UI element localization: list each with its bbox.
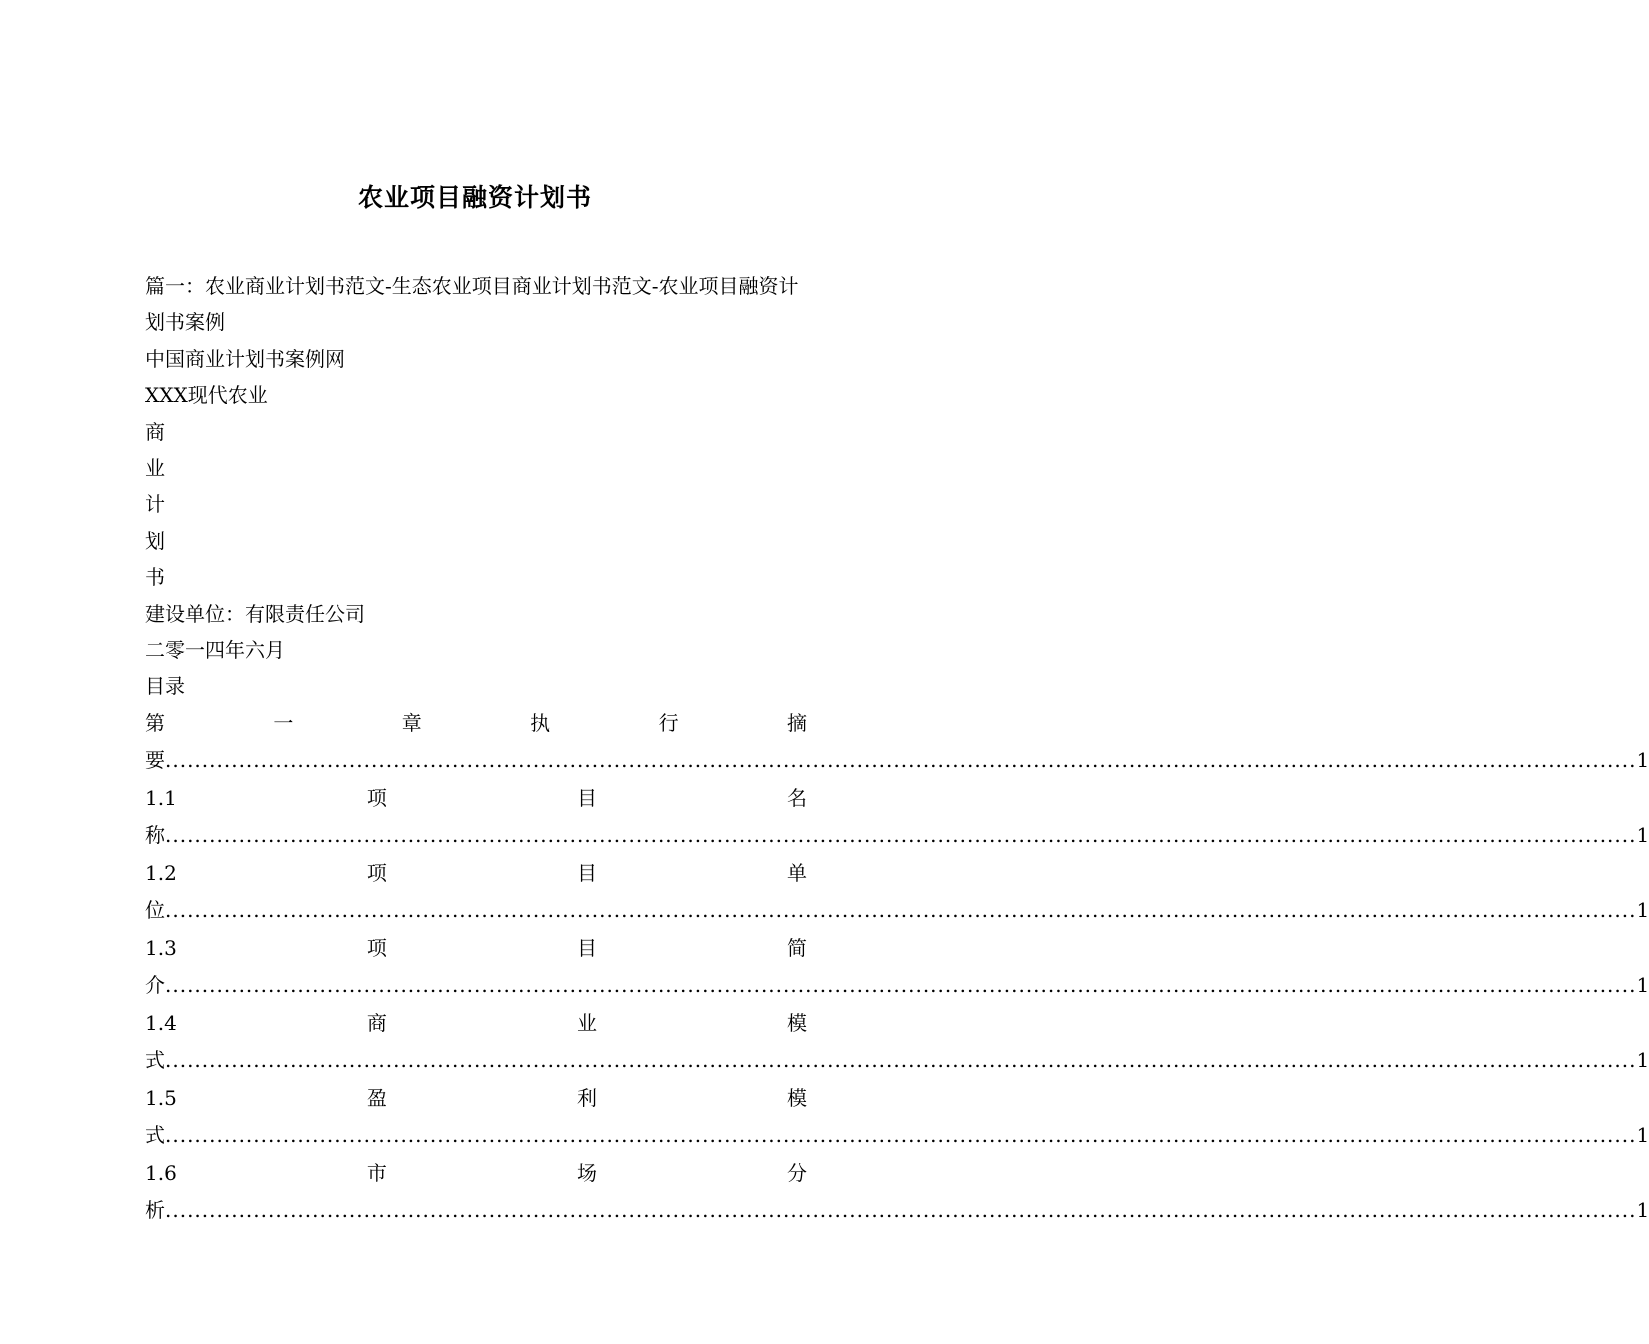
table-of-contents xyxy=(145,705,1649,1230)
toc-entry-tail: 式 xyxy=(145,1048,165,1073)
toc-entry-word: 目 xyxy=(576,785,597,810)
toc-entry-word: 章 xyxy=(401,710,422,735)
toc-entry-word: 目 xyxy=(576,935,597,960)
toc-entry-leader-line xyxy=(145,1192,1649,1230)
heading-line: 篇一：农业商业计划书范文-生态农业项目商业计划书范文-农业项目融资计划书案例 xyxy=(145,274,799,335)
toc-entry-word: 市 xyxy=(366,1160,387,1185)
toc-entry-word: 一 xyxy=(273,710,294,735)
toc-entry-word: 盈 xyxy=(366,1085,387,1110)
toc-entry-tail: 介 xyxy=(145,973,165,998)
toc-entry-word: 利 xyxy=(576,1085,597,1110)
toc-entry-word: 业 xyxy=(576,1010,597,1035)
toc-entry-tail: 称 xyxy=(145,823,165,848)
toc-dot-leader: ........................................................................................................................................................................................................ xyxy=(165,748,1637,773)
toc-entry-spread-line xyxy=(145,930,807,968)
toc-entry-leader-line xyxy=(145,1117,1649,1155)
toc-page-number: 1 xyxy=(1636,1048,1649,1073)
toc-entry-word: 摘 xyxy=(786,710,807,735)
vertical-char: 书 xyxy=(145,565,165,590)
document-body xyxy=(145,268,1649,1230)
toc-entry-word: 1.3 xyxy=(145,935,177,960)
toc-dot-leader: ........................................................................................................................................................................................................ xyxy=(165,1123,1637,1148)
source-line: 中国商业计划书案例网 xyxy=(145,346,345,371)
toc-entry-tail: 位 xyxy=(145,898,165,923)
toc-page-number: 1 xyxy=(1636,1123,1649,1148)
toc-entry-tail: 式 xyxy=(145,1123,165,1148)
company-name: XXX现代农业 xyxy=(145,383,268,408)
toc-entry-word: 1.4 xyxy=(145,1010,177,1035)
toc-entry-word: 项 xyxy=(366,860,387,885)
toc-page-number: 1 xyxy=(1636,973,1649,998)
toc-entry-word: 执 xyxy=(530,710,551,735)
toc-entry-leader-line xyxy=(145,817,1649,855)
toc-entry-word: 目 xyxy=(576,860,597,885)
toc-title: 目录 xyxy=(145,674,185,699)
toc-entry-spread-line xyxy=(145,780,807,818)
builder-line: 建设单位：有限责任公司 xyxy=(145,601,365,626)
toc-entry-word: 行 xyxy=(658,710,679,735)
vertical-char: 计 xyxy=(145,492,165,517)
toc-dot-leader: ........................................................................................................................................................................................................ xyxy=(165,1048,1637,1073)
toc-entry-tail: 要 xyxy=(145,748,165,773)
toc-entry-tail: 析 xyxy=(145,1198,165,1223)
toc-entry-leader-line xyxy=(145,892,1649,930)
toc-entry-word: 1.6 xyxy=(145,1160,177,1185)
toc-entry-spread-line xyxy=(145,1005,807,1043)
toc-entry-word: 第 xyxy=(145,710,165,735)
toc-entry-word: 名 xyxy=(787,785,807,810)
toc-entry-word: 简 xyxy=(787,935,807,960)
toc-entry-word: 商 xyxy=(366,1010,387,1035)
toc-page-number: 1 xyxy=(1636,748,1649,773)
vertical-char: 业 xyxy=(145,455,165,480)
toc-entry-word: 项 xyxy=(366,935,387,960)
toc-entry-word: 项 xyxy=(366,785,387,810)
vertical-char: 划 xyxy=(145,528,165,553)
toc-entry-word: 模 xyxy=(787,1085,807,1110)
toc-entry-leader-line xyxy=(145,742,1649,780)
toc-dot-leader: ........................................................................................................................................................................................................ xyxy=(165,1198,1637,1223)
toc-dot-leader: ........................................................................................................................................................................................................ xyxy=(165,973,1637,998)
toc-entry-word: 模 xyxy=(787,1010,807,1035)
toc-entry-spread-line xyxy=(145,855,807,893)
date-line: 二零一四年六月 xyxy=(145,637,285,662)
toc-entry-spread-line xyxy=(145,1080,807,1118)
toc-entry-word: 1.1 xyxy=(145,785,177,810)
toc-entry-word: 单 xyxy=(787,860,807,885)
toc-entry-word: 1.2 xyxy=(145,860,177,885)
toc-entry-leader-line xyxy=(145,967,1649,1005)
toc-entry-word: 场 xyxy=(576,1160,597,1185)
toc-page-number: 1 xyxy=(1636,898,1649,923)
document-title: 农业项目融资计划书 xyxy=(357,183,592,212)
toc-entry-word: 1.5 xyxy=(145,1085,177,1110)
toc-page-number: 1 xyxy=(1636,823,1649,848)
toc-entry-leader-line xyxy=(145,1042,1649,1080)
toc-entry-word: 分 xyxy=(787,1160,807,1185)
toc-dot-leader: ........................................................................................................................................................................................................ xyxy=(165,898,1637,923)
toc-page-number: 1 xyxy=(1636,1198,1649,1223)
toc-entry-spread-line xyxy=(145,1155,807,1193)
toc-dot-leader: ........................................................................................................................................................................................................ xyxy=(165,823,1637,848)
vertical-char: 商 xyxy=(145,419,165,444)
toc-entry-spread-line xyxy=(145,705,807,743)
